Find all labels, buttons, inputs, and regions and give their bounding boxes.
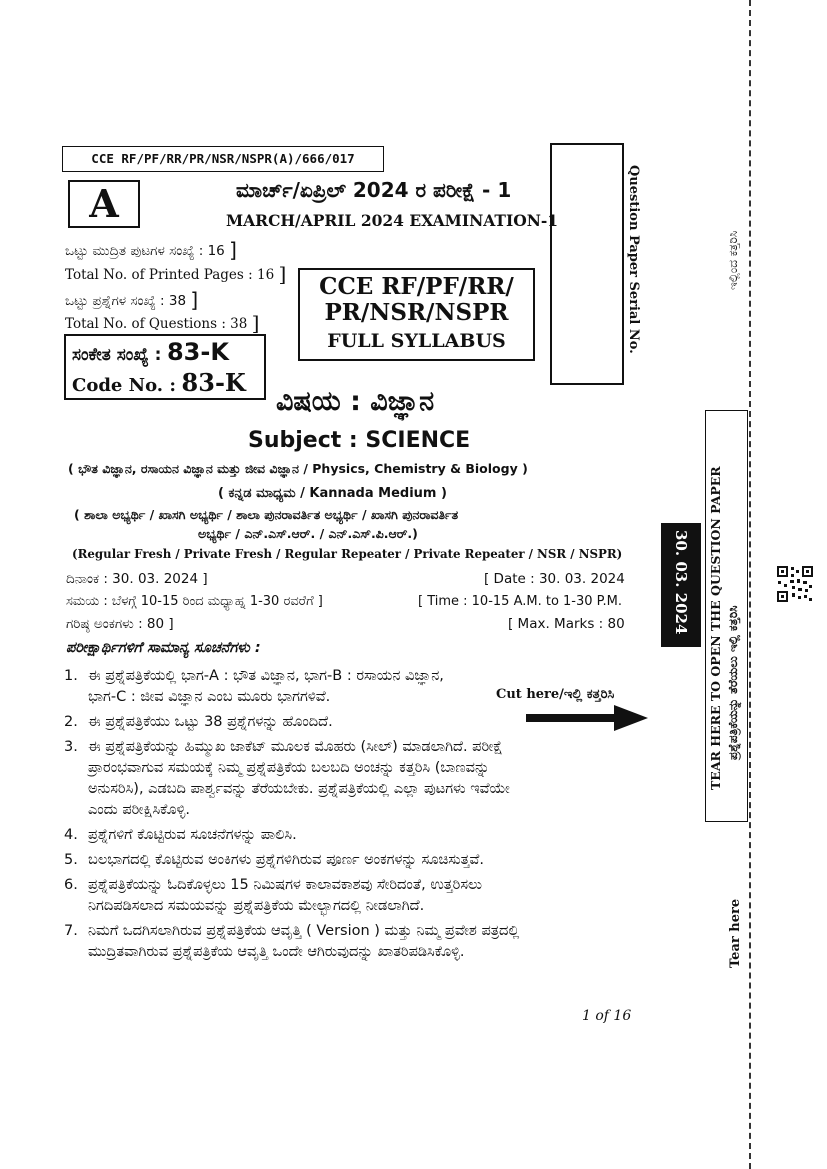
- syllabus-box: [298, 268, 535, 361]
- instruction-1-line-1: ಈ ಪ್ರಶ್ನೆಪತ್ರಿಕೆಯಲ್ಲಿ ಭಾಗ-A : ಭೌತ ವಿಜ್ಞಾನ, ಭಾಗ-B : ರಸಾಯನ ವಿಜ್ಞಾನ,: [88, 668, 444, 684]
- version-letter: A: [89, 181, 119, 226]
- instruction-2-line-1: ಈ ಪ್ರಶ್ನೆಪತ್ರಿಕೆಯು ಒಟ್ಟು 38 ಪ್ರಶ್ನೆಗಳನ್ನು ಹೊಂದಿದೆ.: [88, 714, 333, 730]
- code-kn-row: [72, 338, 229, 366]
- total-questions-en: Total No. of Questions : 38 ]: [65, 311, 260, 335]
- instruction-1-number: 1.: [64, 668, 78, 684]
- paper-code-box: [62, 146, 384, 172]
- instruction-3-line-1: ಈ ಪ್ರಶ್ನೆಪತ್ರಿಕೆಯನ್ನು ಹಿಮ್ಮುಖ ಜಾಕೆಟ್ ಮೂಲಕ ಮೊಹರು (ಸೀಲ್) ಮಾಡಲಾಗಿದೆ. ಪರೀಕ್ಷೆ: [88, 739, 503, 755]
- code-kn-value: 83-K: [166, 338, 229, 366]
- serial-number-label: Question Paper Serial No.: [626, 165, 641, 354]
- instruction-4-number: 4.: [64, 827, 78, 843]
- serial-number-box: [550, 143, 624, 385]
- instruction-7: [64, 921, 644, 963]
- tear-open-en: TEAR HERE TO OPEN THE QUESTION PAPER: [708, 466, 723, 790]
- instruction-3-number: 3.: [64, 739, 78, 755]
- instruction-6-line-2: ನಿಗದಿಪಡಿಸಲಾದ ಸಮಯವನ್ನು ಪ್ರಶ್ನೆಪತ್ರಿಕೆಯ ಮೇಲ್ಭಾಗದಲ್ಲಿ ನೀಡಲಾಗಿದೆ.: [88, 898, 425, 914]
- instruction-1: [64, 666, 644, 708]
- exam-title-kn: ಮಾರ್ಚ್/ಏಪ್ರಿಲ್ 2024 ರ ಪರೀಕ್ಷೆ - 1: [236, 178, 512, 202]
- candidates-kn-2: ಅಭ್ಯರ್ಥಿ / ಎನ್.ಎಸ್.ಆರ್. / ಎನ್.ಎಸ್.ಪಿ.ಆರ್.): [198, 526, 418, 541]
- instruction-7-line-1: ನಿಮಗೆ ಒದಗಿಸಲಾಗಿರುವ ಪ್ರಶ್ನೆಪತ್ರಿಕೆಯ ಆವೃತ್ತಿ ( Version ) ಮತ್ತು ನಿಮ್ಮ ಪ್ರವೇಶ ಪತ್ರದಲ್ಲಿ: [88, 923, 520, 939]
- printed-pages-kn-text: ಒಟ್ಟು ಮುದ್ರಿತ ಪುಟಗಳ ಸಂಖ್ಯೆ : 16: [65, 243, 225, 259]
- tear-open-kn: ಪ್ರಶ್ನೆಪತ್ರಿಕೆಯನ್ನು ತೆರೆಯಲು ಇಲ್ಲಿ ಕತ್ತರಿಸಿ: [726, 605, 740, 760]
- medium: ( ಕನ್ನಡ ಮಾಧ್ಯಮ / Kannada Medium ): [218, 486, 447, 501]
- cut-dashed-line: [749, 0, 751, 1169]
- printed-pages-en: Total No. of Printed Pages : 16 ]: [65, 262, 287, 286]
- instruction-6-number: 6.: [64, 877, 78, 893]
- instruction-5: [64, 850, 644, 871]
- instruction-4: [64, 825, 644, 846]
- syllabus-line-3: FULL SYLLABUS: [327, 330, 506, 352]
- code-kn-label: ಸಂಕೇತ ಸಂಖ್ಯೆ :: [72, 345, 162, 365]
- paper-code: CCE RF/PF/RR/PR/NSR/NSPR(A)/666/017: [91, 151, 355, 166]
- total-questions-kn-text: ಒಟ್ಟು ಪ್ರಶ್ನೆಗಳ ಸಂಖ್ಯೆ : 38: [65, 293, 187, 309]
- syllabus-line-2: PR/NSR/NSPR: [324, 299, 509, 326]
- candidates-kn-1: ( ಶಾಲಾ ಅಭ್ಯರ್ಥಿ / ಖಾಸಗಿ ಅಭ್ಯರ್ಥಿ / ಶಾಲಾ ಪುನರಾವರ್ತಿತ ಅಭ್ಯರ್ಥಿ / ಖಾಸಗಿ ಪುನರಾವರ್ತಿತ: [74, 507, 459, 522]
- instruction-6: [64, 875, 644, 917]
- candidates-en: (Regular Fresh / Private Fresh / Regular Repeater / Private Repeater / NSR / NSPR): [72, 547, 623, 561]
- instruction-2-number: 2.: [64, 714, 78, 730]
- printed-pages-kn: ಒಟ್ಟು ಮುದ್ರಿತ ಪುಟಗಳ ಸಂಖ್ಯೆ : 16 ]: [65, 238, 237, 262]
- instruction-4-line-1: ಪ್ರಶ್ನೆಗಳಿಗೆ ಕೊಟ್ಟಿರುವ ಸೂಚನೆಗಳನ್ನು ಪಾಲಿಸಿ.: [88, 827, 297, 843]
- marks-en: [ Max. Marks : 80: [508, 616, 625, 632]
- page-number: 1 of 16: [582, 1008, 632, 1024]
- time-kn: ಸಮಯ : ಬೆಳಗ್ಗೆ 10-15 ರಿಂದ ಮಧ್ಯಾಹ್ನ 1-30 ರವರೆಗೆ ]: [66, 594, 323, 609]
- date-strip-text: 30. 03. 2024: [672, 530, 690, 635]
- instruction-6-line-1: ಪ್ರಶ್ನೆಪತ್ರಿಕೆಯನ್ನು ಓದಿಕೊಳ್ಳಲು 15 ನಿಮಿಷಗಳ ಕಾಲಾವಕಾಶವು ಸೇರಿದಂತೆ, ಉತ್ತರಿಸಲು: [88, 877, 483, 893]
- subject-branches: ( ಭೌತ ವಿಜ್ಞಾನ, ರಸಾಯನ ವಿಜ್ಞಾನ ಮತ್ತು ಜೀವ ವಿಜ್ಞಾನ / Physics, Chemistry & Biology ): [68, 461, 528, 476]
- code-en-value: 83-K: [181, 368, 246, 397]
- total-questions-en-text: Total No. of Questions : 38: [65, 316, 248, 332]
- instruction-1-line-2: ಭಾಗ-C : ಜೀವ ವಿಜ್ಞಾನ ಎಂಬ ಮೂರು ಭಾಗಗಳಿವೆ.: [88, 689, 331, 705]
- code-number-box: [64, 334, 266, 400]
- instruction-7-line-2: ಮುದ್ರಿತವಾಗಿರುವ ಪ್ರಶ್ನೆಪತ್ರಿಕೆಯ ಆವೃತ್ತಿ ಒಂದೇ ಆಗಿರುವುದನ್ನು ಖಾತರಿಪಡಿಸಿಕೊಳ್ಳಿ.: [88, 944, 465, 960]
- version-letter-box: [68, 180, 140, 228]
- instruction-2: [64, 712, 644, 733]
- printed-pages-en-text: Total No. of Printed Pages : 16: [65, 267, 275, 283]
- cut-here-kn-top: ಇಲ್ಲಿಂದ ಕತ್ತರಿಸಿ: [726, 230, 740, 290]
- code-en-label: Code No. :: [72, 375, 176, 396]
- instruction-3-line-4: ಎಂದು ಪರೀಕ್ಷಿಸಿಕೊಳ್ಳಿ.: [88, 802, 190, 818]
- total-questions-kn: ಒಟ್ಟು ಪ್ರಶ್ನೆಗಳ ಸಂಖ್ಯೆ : 38 ]: [65, 288, 199, 312]
- subject-en: Subject : SCIENCE: [248, 428, 471, 453]
- date-kn: ದಿನಾಂಕ : 30. 03. 2024 ]: [66, 571, 208, 587]
- instruction-5-number: 5.: [64, 852, 78, 868]
- instruction-3: [64, 737, 644, 821]
- instruction-7-number: 7.: [64, 923, 78, 939]
- subject-kn: ವಿಷಯ : ವಿಜ್ಞಾನ: [276, 386, 435, 417]
- qr-code-icon: [776, 565, 814, 603]
- marks-kn: ಗರಿಷ್ಠ ಅಂಕಗಳು : 80 ]: [66, 616, 174, 632]
- instruction-list: [64, 666, 644, 963]
- instruction-3-line-3: ಅನುಸರಿಸಿ), ಎಡಬದಿ ಪಾರ್ಶ್ವವನ್ನು ತೆರೆಯಬೇಕು. ಪ್ರಶ್ನೆಪತ್ರಿಕೆಯಲ್ಲಿ ಎಲ್ಲಾ ಪುಟಗಳು ಇವೆಯೇ: [88, 781, 510, 797]
- time-en: [ Time : 10-15 A.M. to 1-30 P.M.: [418, 594, 622, 609]
- instructions-heading: ಪರೀಕ್ಷಾರ್ಥಿಗಳಿಗೆ ಸಾಮಾನ್ಯ ಸೂಚನೆಗಳು :: [66, 640, 261, 656]
- syllabus-line-1: CCE RF/PF/RR/: [319, 273, 514, 300]
- date-en: [ Date : 30. 03. 2024: [484, 571, 625, 587]
- exam-title-en: MARCH/APRIL 2024 EXAMINATION-1: [226, 211, 559, 230]
- cut-here-label: Cut here/ಇಲ್ಲಿ ಕತ್ತರಿಸಿ: [496, 687, 615, 702]
- instruction-5-line-1: ಬಲಭಾಗದಲ್ಲಿ ಕೊಟ್ಟಿರುವ ಅಂಕಿಗಳು ಪ್ರಶ್ನೆಗಳಿಗಿರುವ ಪೂರ್ಣ ಅಂಕಗಳನ್ನು ಸೂಚಿಸುತ್ತವೆ.: [88, 852, 484, 868]
- tear-here-label: Tear here: [728, 898, 743, 968]
- instruction-3-line-2: ಪ್ರಾರಂಭವಾಗುವ ಸಮಯಕ್ಕೆ ನಿಮ್ಮ ಪ್ರಶ್ನೆಪತ್ರಿಕೆಯ ಬಲಬದಿ ಅಂಚನ್ನು ಕತ್ತರಿಸಿ (ಬಾಣವನ್ನು: [88, 760, 490, 776]
- code-en-row: [72, 368, 246, 397]
